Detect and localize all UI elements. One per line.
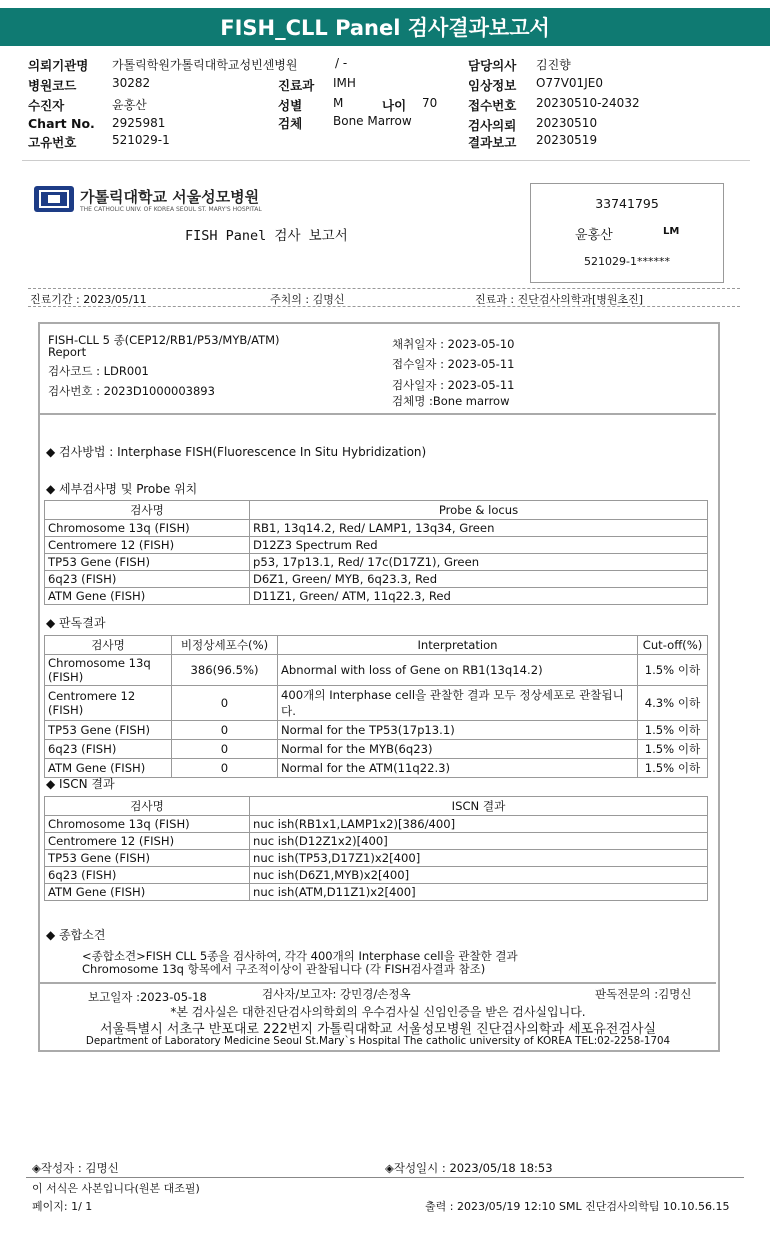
probe-locus: p53, 17p13.1, Red/ 17c(D17Z1), Green — [250, 554, 708, 571]
writer: ◈작성자 : 김명신 — [32, 1161, 119, 1175]
probe-name: ATM Gene (FISH) — [45, 588, 250, 605]
result-interpretation: Normal for the TP53(17p13.1) — [278, 721, 638, 740]
write-date: ◈작성일시 : 2023/05/18 18:53 — [385, 1161, 553, 1175]
result-abnormal: 0 — [172, 686, 278, 721]
result-name: TP53 Gene (FISH) — [45, 721, 172, 740]
iscn-result: nuc ish(D6Z1,MYB)x2[400] — [250, 867, 708, 884]
probe-locus: D11Z1, Green/ ATM, 11q22.3, Red — [250, 588, 708, 605]
table-row — [45, 537, 708, 554]
result-name: ATM Gene (FISH) — [45, 759, 172, 778]
summary-line-2: Chromosome 13q 항목에서 구조적이상이 관찰됩니다 (각 FISH검사결과 참조) — [82, 962, 486, 976]
age-label: 나이 — [382, 98, 407, 113]
unique-id-value: 521029-1 — [112, 133, 170, 147]
specimen-name: 검체명 :Bone marrow — [392, 394, 510, 408]
iscn-result: nuc ish(TP53,D17Z1)x2[400] — [250, 850, 708, 867]
table-row — [45, 867, 708, 884]
probe-locus: RB1, 13q14.2, Red/ LAMP1, 13q34, Green — [250, 520, 708, 537]
table-row — [45, 759, 708, 778]
method-line: ◆ 검사방법 : Interphase FISH(Fluorescence In Situ Hybridization) — [46, 445, 427, 459]
test-number: 검사번호 : 2023D1000003893 — [48, 384, 215, 398]
summary-section-title: ◆ 종합소견 — [46, 928, 106, 942]
result-interpretation: 400개의 Interphase cell을 관찰한 결과 모두 정상세포로 관찰됩니다. — [278, 686, 638, 721]
lab-address: 서울특별시 서초구 반포대로 222번지 가톨릭대학교 서울성모병원 진단검사의학과 세포유전검사실 — [99, 1022, 657, 1037]
result-abnormal: 0 — [172, 759, 278, 778]
patient-tag: LM — [663, 226, 680, 237]
sex-value: M — [333, 96, 344, 110]
probe-table — [44, 500, 708, 605]
hospital-sub: THE CATHOLIC UNIV. OF KOREA SEOUL ST. MARY'S HOSPITAL — [80, 206, 262, 213]
test-code: 검사코드 : LDR001 — [48, 364, 149, 378]
divider-top — [28, 288, 740, 289]
iscn-result: nuc ish(ATM,D11Z1)x2[400] — [250, 884, 708, 901]
probe-name: 6q23 (FISH) — [45, 571, 250, 588]
probe-locus: D6Z1, Green/ MYB, 6q23.3, Red — [250, 571, 708, 588]
result-abnormal: 386(96.5%) — [172, 655, 278, 686]
unique-id-label: 고유번호 — [28, 135, 77, 150]
patient-label: 수진자 — [28, 98, 65, 113]
iscn-result: nuc ish(D12Z1x2)[400] — [250, 833, 708, 850]
result-head-cutoff: Cut-off(%) — [638, 636, 708, 655]
test-name-2: Report — [48, 345, 87, 359]
specimen-label: 검체 — [278, 116, 303, 131]
dept-value: IMH — [333, 76, 356, 90]
table-row — [45, 571, 708, 588]
department: 진료과 : 진단검사의학과[병원초진] — [475, 293, 644, 306]
probe-head-locus: Probe & locus — [250, 501, 708, 520]
result-head-abnormal: 비정상세포수(%) — [172, 636, 278, 655]
result-head-name: 검사명 — [45, 636, 172, 655]
probe-head-name: 검사명 — [45, 501, 250, 520]
probe-name: Chromosome 13q (FISH) — [45, 520, 250, 537]
table-row — [45, 520, 708, 537]
result-abnormal: 0 — [172, 721, 278, 740]
page-title: FISH_CLL Panel 검사결과보고서 — [0, 8, 770, 46]
result-name: Centromere 12 (FISH) — [45, 686, 172, 721]
result-label: 결과보고 — [468, 135, 517, 150]
certification-note: *본 검사실은 대한진단검사의학회의 우수검사실 신임인증을 받은 검사실입니다. — [170, 1005, 586, 1019]
table-row — [45, 554, 708, 571]
specimen-value: Bone Marrow — [333, 114, 412, 128]
probe-name: TP53 Gene (FISH) — [45, 554, 250, 571]
iscn-head-result: ISCN 결과 — [250, 797, 708, 816]
iscn-name: Centromere 12 (FISH) — [45, 833, 250, 850]
result-cutoff: 1.5% 이하 — [638, 721, 708, 740]
report-frame-divider-2 — [40, 982, 716, 984]
patient-name: 윤홍산 — [575, 228, 613, 243]
table-row — [45, 655, 708, 686]
iscn-section-title: ◆ ISCN 결과 — [46, 777, 115, 791]
table-row — [45, 588, 708, 605]
receipt-label: 접수번호 — [468, 98, 517, 113]
collect-date: 채취일자 : 2023-05-10 — [392, 337, 515, 351]
result-cutoff: 1.5% 이하 — [638, 759, 708, 778]
institution-label: 의뢰기관명 — [28, 58, 89, 73]
iscn-name: Chromosome 13q (FISH) — [45, 816, 250, 833]
result-name: Chromosome 13q (FISH) — [45, 655, 172, 686]
page-indicator: 페이지: 1/ 1 — [32, 1200, 93, 1213]
table-row — [45, 686, 708, 721]
reading-physician: 판독전문의 :김명신 — [595, 987, 692, 1001]
doctor-label: 담당의사 — [468, 58, 517, 73]
table-row — [45, 884, 708, 901]
hospital-name: 가톨릭대학교 서울성모병원 — [80, 188, 260, 206]
result-interpretation: Normal for the MYB(6q23) — [278, 740, 638, 759]
clinical-value: O77V01JE0 — [536, 76, 603, 90]
result-interpretation: Abnormal with loss of Gene on RB1(13q14.2) — [278, 655, 638, 686]
hospital-code-label: 병원코드 — [28, 78, 77, 93]
iscn-name: TP53 Gene (FISH) — [45, 850, 250, 867]
table-row — [45, 833, 708, 850]
exam-date: 검사일자 : 2023-05-11 — [392, 378, 515, 392]
result-abnormal: 0 — [172, 740, 278, 759]
table-row — [45, 850, 708, 867]
age-value: 70 — [422, 96, 438, 110]
result-value: 20230519 — [536, 133, 598, 147]
iscn-result: nuc ish(RB1x1,LAMP1x2)[386/400] — [250, 816, 708, 833]
iscn-table — [44, 796, 708, 901]
result-head-interpretation: Interpretation — [278, 636, 638, 655]
patient-number: 33741795 — [595, 196, 659, 211]
test-name: FISH-CLL 5 종(CEP12/RB1/P53/MYB/ATM) — [48, 333, 280, 347]
doctor-value: 김진향 — [536, 58, 571, 72]
request-value: 20230510 — [536, 116, 598, 130]
probe-section-title: ◆ 세부검사명 및 Probe 위치 — [46, 482, 198, 496]
receipt-value: 20230510-24032 — [536, 96, 640, 110]
result-interpretation: Normal for the ATM(11q22.3) — [278, 759, 638, 778]
request-label: 검사의뢰 — [468, 118, 517, 133]
table-row — [45, 816, 708, 833]
chart-no-label: Chart No. — [28, 116, 95, 131]
report-frame-divider — [40, 413, 716, 415]
hospital-code-value: 30282 — [112, 76, 151, 90]
footer-divider — [26, 1177, 744, 1178]
institution-value: 가톨릭학원가톨릭대학교성빈센병원 — [112, 58, 298, 72]
probe-locus: D12Z3 Spectrum Red — [250, 537, 708, 554]
lab-address-en: Department of Laboratory Medicine Seoul St.Mary`s Hospital The catholic university of KOREA TEL:02-2258-1704 — [85, 1035, 671, 1047]
summary-line-1: <종합소견>FISH CLL 5종을 검사하여, 각각 400개의 Interphase cell을 관찰한 결과 — [82, 949, 518, 963]
dept-label: 진료과 — [278, 78, 315, 93]
report-date: 보고일자 :2023-05-18 — [88, 990, 207, 1004]
sex-label: 성별 — [278, 98, 303, 113]
institution-slash: / - — [335, 56, 348, 70]
table-row — [45, 721, 708, 740]
reporter: 검사자/보고자: 강민경/손정옥 — [262, 987, 411, 1001]
result-cutoff: 1.5% 이하 — [638, 655, 708, 686]
result-section-title: ◆ 판독결과 — [46, 616, 106, 630]
result-table — [44, 635, 708, 778]
clinical-label: 임상정보 — [468, 78, 517, 93]
result-name: 6q23 (FISH) — [45, 740, 172, 759]
iscn-name: 6q23 (FISH) — [45, 867, 250, 884]
probe-name: Centromere 12 (FISH) — [45, 537, 250, 554]
divider-bottom — [28, 306, 740, 307]
iscn-head-name: 검사명 — [45, 797, 250, 816]
table-row — [45, 740, 708, 759]
iscn-name: ATM Gene (FISH) — [45, 884, 250, 901]
chart-no-value: 2925981 — [112, 116, 166, 130]
copy-note: 이 서식은 사본입니다(원본 대조필) — [32, 1182, 200, 1195]
receive-date: 접수일자 : 2023-05-11 — [392, 357, 515, 371]
hospital-logo-icon — [34, 186, 74, 212]
report-title: FISH Panel 검사 보고서 — [185, 228, 348, 244]
result-cutoff: 4.3% 이하 — [638, 686, 708, 721]
header-divider — [22, 160, 750, 161]
patient-value: 윤홍산 — [112, 98, 147, 112]
patient-label-box — [530, 183, 724, 283]
visit-period: 진료기간 : 2023/05/11 — [30, 293, 147, 306]
result-cutoff: 1.5% 이하 — [638, 740, 708, 759]
attending-doctor: 주치의 : 김명신 — [270, 293, 345, 306]
print-info: 출력 : 2023/05/19 12:10 SML 진단검사의학팀 10.10.56.15 — [425, 1200, 730, 1213]
patient-id: 521029-1****** — [584, 255, 670, 268]
